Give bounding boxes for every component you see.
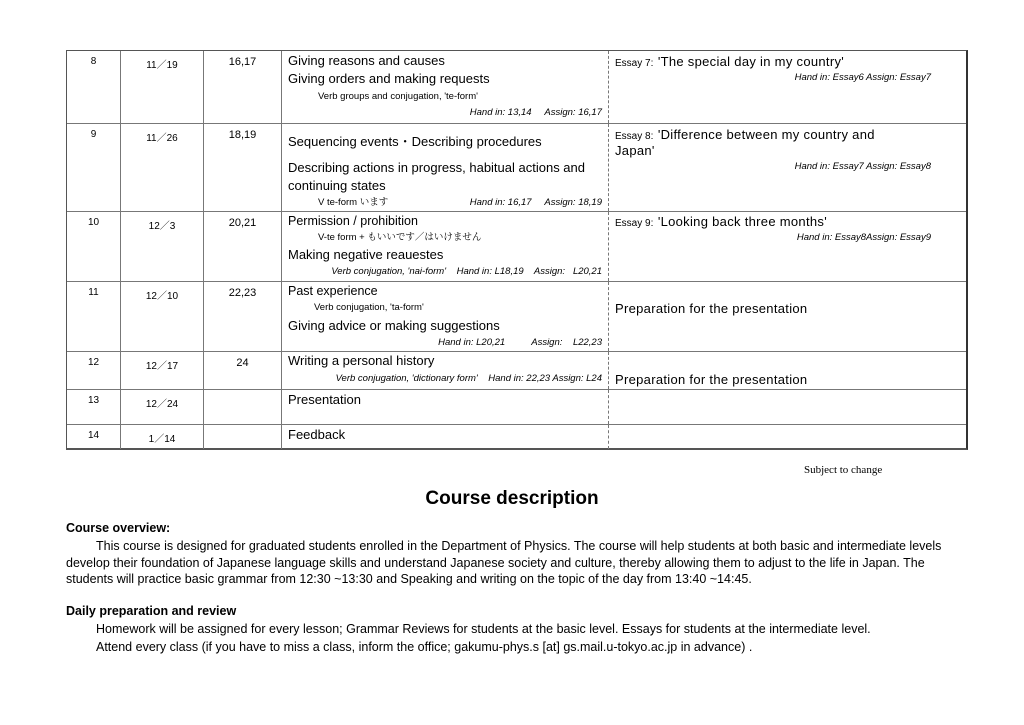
lesson-number: 9 (67, 124, 121, 211)
table-row (67, 351, 966, 389)
content-topic: Feedback (288, 427, 346, 442)
lesson-content (282, 352, 609, 389)
homework-note: Verb conjugation, 'dictionary form' Hand in: 22,23 Assign: L24 (335, 373, 602, 384)
lesson-date: 1／14 (121, 425, 204, 449)
essay-cell (609, 212, 967, 281)
schedule-table (66, 50, 968, 450)
lesson-number: 8 (67, 51, 121, 123)
content-grammar: V-te form + もいいです／はいけません (318, 232, 482, 243)
subject-to-change-note: Subject to change (804, 464, 883, 476)
essay-label: Essay 7: (615, 58, 654, 69)
lesson-date: 12／3 (121, 212, 204, 281)
essay-title: Japan' (615, 143, 655, 158)
content-grammar: Verb groups and conjugation, 'te-form' (318, 91, 478, 102)
lesson-number: 10 (67, 212, 121, 281)
content-topic: Giving advice or making suggestions (288, 318, 500, 333)
essay-label: Essay 9: (615, 218, 654, 229)
daily-line: Attend every class (if you have to miss a class, inform the office; gakumu-phys.s [at] gs.mail.u-tokyo.ac.jp in advance) . (96, 640, 753, 654)
content-grammar: V te-form います (318, 197, 389, 208)
lesson-content (282, 390, 609, 424)
lesson-units: 16,17 (204, 51, 282, 123)
essay-cell (609, 282, 967, 351)
lesson-number: 12 (67, 352, 121, 389)
essay-title: 'Looking back three months' (657, 214, 827, 229)
essay-cell (609, 352, 967, 389)
daily-line: Homework will be assigned for every lesson; Grammar Reviews for students at the basic level. Essays for students at the intermediate level. (96, 622, 871, 636)
overview-text: This course is designed for graduated students enrolled in the Department of Physics. The course will help students at both basic and intermediate levels develop their foundation of Japanese language skills and understand Japanese society and culture, thereby allowing them to adjust to the life in Japan. The students will practice basic grammar from 12:30 ~13:30 and Speaking and writing on the topic of the day from 13:40 ~14:45. (66, 539, 942, 586)
lesson-units: 18,19 (204, 124, 282, 211)
content-topic: Sequencing events・Describing procedures (288, 134, 542, 149)
table-row (67, 281, 966, 351)
table-row (67, 211, 966, 281)
essay-cell (609, 425, 967, 449)
content-topic: Describing actions in progress, habitual actions and (288, 160, 586, 175)
table-row (67, 424, 966, 449)
essay-note: Hand in: Essay7 Assign: Essay8 (794, 161, 931, 172)
content-topic: continuing states (288, 178, 386, 193)
lesson-number: 13 (67, 390, 121, 424)
lesson-number: 11 (67, 282, 121, 351)
daily-heading: Daily preparation and review (66, 604, 237, 618)
essay-cell (609, 51, 967, 123)
content-topic: Giving reasons and causes (288, 53, 445, 68)
content-topic: Presentation (288, 392, 361, 407)
lesson-units: 20,21 (204, 212, 282, 281)
homework-note: Hand in: 16,17 Assign: 18,19 (469, 197, 602, 208)
essay-title: 'The special day in my country' (657, 54, 845, 69)
lesson-content (282, 425, 609, 449)
lesson-date: 12／10 (121, 282, 204, 351)
lesson-content (282, 124, 609, 211)
content-grammar: Verb conjugation, 'ta-form' (314, 302, 424, 313)
essay-plain: Preparation for the presentation (615, 301, 808, 316)
content-topic: Writing a personal history (288, 353, 435, 368)
lesson-number: 14 (67, 425, 121, 449)
content-topic: Past experience (288, 284, 378, 298)
lesson-units: 24 (204, 352, 282, 389)
table-row (67, 123, 966, 211)
content-topic: Permission / prohibition (288, 214, 418, 228)
lesson-content (282, 282, 609, 351)
essay-note: Hand in: Essay8Assign: Essay9 (796, 232, 931, 243)
lesson-units (204, 390, 282, 424)
homework-note: Hand in: L20,21 Assign: L22,23 (438, 337, 602, 348)
lesson-content (282, 212, 609, 281)
table-row (67, 51, 966, 123)
overview-heading: Course overview: (66, 521, 171, 535)
lesson-date: 11／19 (121, 51, 204, 123)
essay-note: Hand in: Essay6 Assign: Essay7 (794, 72, 931, 83)
lesson-date: 11／26 (121, 124, 204, 211)
page-title: Course description (425, 488, 599, 509)
essay-plain: Preparation for the presentation (615, 372, 808, 387)
content-topic: Giving orders and making requests (288, 71, 490, 86)
lesson-date: 12／17 (121, 352, 204, 389)
lesson-content (282, 51, 609, 123)
lesson-units: 22,23 (204, 282, 282, 351)
essay-cell (609, 390, 967, 424)
homework-note: Verb conjugation, 'nai-form' Hand in: L18,19 Assign: L20,21 (331, 266, 602, 277)
content-topic: Making negative reauestes (288, 247, 444, 262)
essay-title: 'Difference between my country and (657, 127, 875, 142)
essay-cell (609, 124, 967, 211)
homework-note: Hand in: 13,14 Assign: 16,17 (469, 107, 602, 118)
lesson-units (204, 425, 282, 449)
table-row (67, 389, 966, 424)
lesson-date: 12／24 (121, 390, 204, 424)
essay-label: Essay 8: (615, 131, 654, 142)
